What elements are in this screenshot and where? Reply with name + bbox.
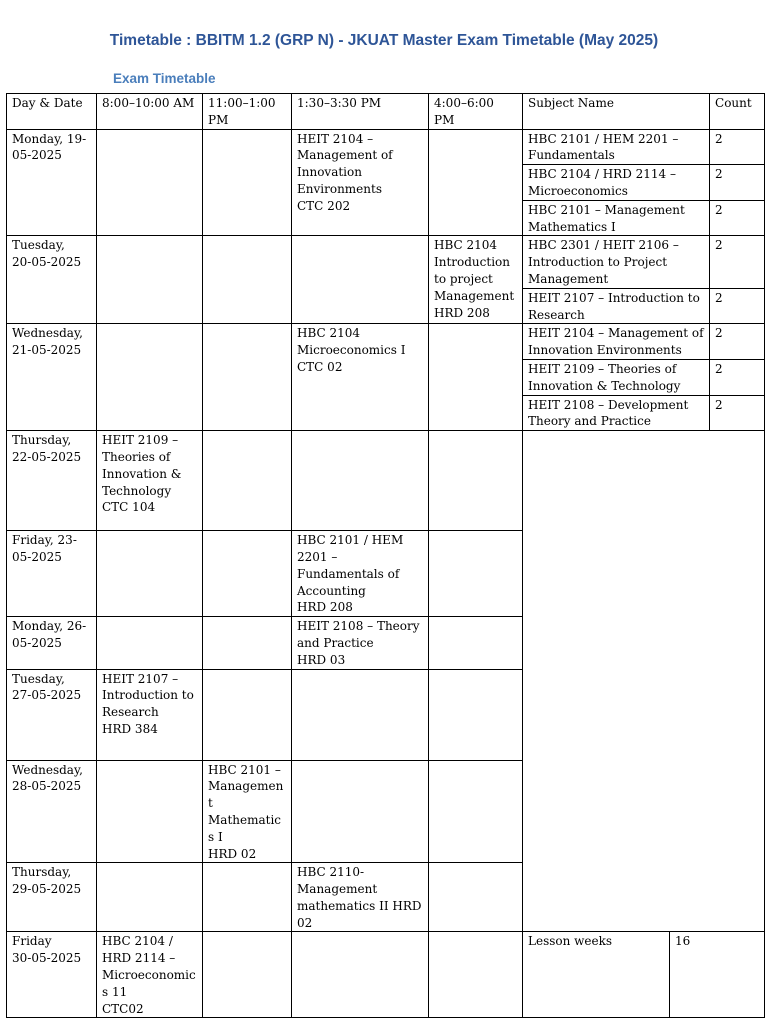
subject-name-cell: HEIT 2107 – Introduction to Research [523,288,710,324]
slot-cell [292,932,429,1018]
slot-cell [97,863,203,932]
slot-cell [203,431,292,531]
slot-cell: HBC 2104 / HRD 2114 – Microeconomic s 11 CTC02 [97,932,203,1018]
day-date-cell: Wednesday, 21-05-2025 [7,324,97,431]
day-date-cell: Monday, 19- 05-2025 [7,129,97,236]
header-slot-4: 4:00–6:00 PM [429,94,523,130]
slot-cell [97,617,203,669]
subject-name-cell: HBC 2101 – Management Mathematics I [523,200,710,236]
subject-count-cell: 2 [710,288,765,324]
table-row [7,932,765,1018]
header-day-date: Day & Date [7,94,97,130]
subject-empty-area [523,431,765,932]
subject-count-cell: 2 [710,165,765,201]
slot-cell [203,863,292,932]
subject-count-cell: 2 [710,200,765,236]
header-slot-2: 11:00–1:00 PM [203,94,292,130]
slot-cell [429,531,523,617]
slot-cell [429,669,523,760]
subject-count-cell: 2 [710,129,765,165]
subject-name-cell: HEIT 2108 – Development Theory and Practice [523,395,710,431]
subject-count-cell: 2 [710,324,765,360]
day-date-cell: Tuesday, 27-05-2025 [7,669,97,760]
slot-cell [203,669,292,760]
lesson-weeks-value: 16 [670,932,765,1018]
slot-cell [97,531,203,617]
slot-cell [97,236,203,324]
slot-cell: HEIT 2108 – Theory and Practice HRD 03 [292,617,429,669]
slot-cell [429,932,523,1018]
page-subtitle: Exam Timetable [113,71,216,86]
table-row [7,129,765,165]
day-date-cell: Friday, 23- 05-2025 [7,531,97,617]
exam-timetable [6,93,765,1018]
table-row [7,236,765,288]
slot-cell [97,760,203,863]
subject-name-cell: HEIT 2104 – Management of Innovation Environments [523,324,710,360]
header-slot-1: 8:00–10:00 AM [97,94,203,130]
slot-cell [429,129,523,236]
table-header-row [7,94,765,130]
slot-cell [292,236,429,324]
subject-count-cell: 2 [710,236,765,288]
day-date-cell: Friday 30-05-2025 [7,932,97,1018]
slot-cell [292,431,429,531]
slot-cell [203,129,292,236]
slot-cell [292,669,429,760]
table-row [7,324,765,360]
subject-name-cell: HEIT 2109 – Theories of Innovation & Technology [523,359,710,395]
slot-cell: HEIT 2107 – Introduction to Research HRD 384 [97,669,203,760]
subject-count-cell: 2 [710,359,765,395]
slot-cell [97,129,203,236]
slot-cell [292,760,429,863]
subject-name-cell: HBC 2104 / HRD 2114 – Microeconomics [523,165,710,201]
slot-cell [429,431,523,531]
slot-cell [203,617,292,669]
slot-cell [203,932,292,1018]
slot-cell [203,236,292,324]
table-row [7,431,765,531]
header-slot-3: 1:30–3:30 PM [292,94,429,130]
day-date-cell: Tuesday, 20-05-2025 [7,236,97,324]
slot-cell [203,531,292,617]
slot-cell [429,760,523,863]
slot-cell [97,324,203,431]
day-date-cell: Wednesday, 28-05-2025 [7,760,97,863]
slot-cell: HBC 2101 – Managemen t Mathematic s I HRD 02 [203,760,292,863]
subject-name-cell: HBC 2301 / HEIT 2106 – Introduction to Project Management [523,236,710,288]
lesson-weeks-label: Lesson weeks [523,932,670,1018]
day-date-cell: Monday, 26- 05-2025 [7,617,97,669]
slot-cell: HEIT 2109 – Theories of Innovation & Technology CTC 104 [97,431,203,531]
header-subject-name: Subject Name [523,94,710,130]
slot-cell [203,324,292,431]
header-count: Count [710,94,765,130]
slot-cell [429,617,523,669]
day-date-cell: Thursday, 22-05-2025 [7,431,97,531]
slot-cell: HBC 2110- Management mathematics II HRD 02 [292,863,429,932]
subject-count-cell: 2 [710,395,765,431]
slot-cell: HBC 2104 Microeconomics I CTC 02 [292,324,429,431]
slot-cell [429,863,523,932]
subject-name-cell: HBC 2101 / HEM 2201 – Fundamentals [523,129,710,165]
slot-cell: HEIT 2104 – Management of Innovation Environments CTC 202 [292,129,429,236]
slot-cell: HBC 2104 Introduction to project Management HRD 208 [429,236,523,324]
slot-cell: HBC 2101 / HEM 2201 – Fundamentals of Accounting HRD 208 [292,531,429,617]
page-title: Timetable : BBITM 1.2 (GRP N) - JKUAT Master Exam Timetable (May 2025) [109,32,659,49]
slot-cell [429,324,523,431]
day-date-cell: Thursday, 29-05-2025 [7,863,97,932]
